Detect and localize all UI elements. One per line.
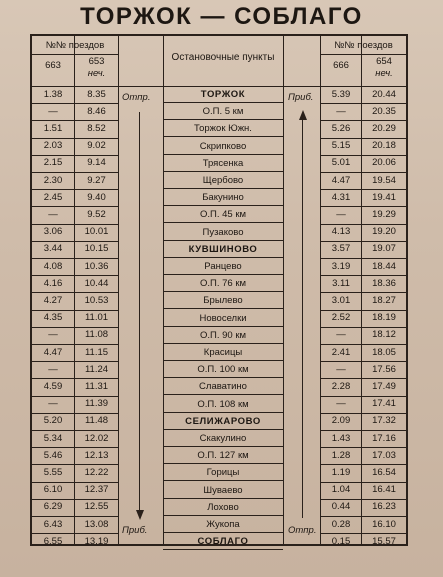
time-train-653: 11.15: [84, 346, 109, 358]
time-train-654: 17.41: [372, 398, 396, 410]
station-name: Скакулино: [163, 430, 283, 447]
time-train-663: 6.10: [43, 484, 63, 496]
time-train-663: 5.34: [43, 432, 63, 444]
time-train-654: 20.35: [372, 105, 396, 117]
time-train-666: 0.15: [331, 535, 351, 547]
time-train-666: 3.11: [332, 277, 350, 289]
time-train-663: 2.15: [43, 157, 63, 169]
time-train-654: 20.44: [372, 88, 396, 100]
station-name: Брылево: [163, 292, 283, 309]
station-name: Торжок Южн.: [163, 120, 283, 137]
time-train-653: 10.44: [84, 277, 109, 289]
time-train-663: 5.46: [43, 449, 63, 461]
time-train-666: 0.28: [331, 518, 351, 530]
time-train-653: 11.48: [84, 415, 109, 427]
time-train-654: 18.19: [372, 312, 396, 324]
right-train-654-sub: неч.: [375, 68, 393, 79]
down-arrow-icon: [136, 510, 144, 520]
time-train-666: —: [336, 363, 346, 375]
time-train-666: 5.26: [331, 122, 351, 134]
station-name: Пузаково: [163, 224, 283, 241]
left-trains-header: №№ поездов: [45, 40, 105, 51]
time-train-666: 1.28: [331, 449, 351, 461]
time-train-653: 8.52: [87, 122, 106, 134]
station-name: О.П. 45 км: [163, 206, 283, 223]
time-train-654: 17.56: [372, 363, 396, 375]
time-train-654: 18.12: [372, 329, 396, 341]
station-name: О.П. 76 км: [163, 275, 283, 292]
arrive-label-left: Приб.: [122, 525, 148, 536]
time-train-654: 18.27: [372, 294, 396, 306]
station-name: Жукопа: [163, 516, 283, 533]
time-train-653: 12.55: [84, 501, 109, 513]
time-train-653: 10.15: [84, 243, 109, 255]
time-train-666: 2.09: [331, 415, 351, 427]
time-train-666: 5.01: [331, 157, 351, 169]
time-train-666: 3.01: [331, 294, 351, 306]
header-rule: [32, 54, 118, 55]
time-train-663: 5.55: [43, 466, 63, 478]
time-train-666: —: [336, 398, 346, 410]
time-train-663: —: [48, 398, 58, 410]
station-name: Ранцево: [163, 258, 283, 275]
time-train-663: 2.03: [43, 140, 63, 152]
time-train-653: 10.36: [84, 260, 109, 272]
time-train-654: 20.06: [372, 157, 396, 169]
time-train-666: 0.44: [331, 501, 351, 513]
time-train-654: 17.16: [372, 432, 396, 444]
time-train-663: 4.47: [43, 346, 63, 358]
down-arrow-shaft: [139, 112, 140, 512]
time-train-663: 2.45: [43, 191, 63, 203]
time-train-654: 20.18: [372, 140, 396, 152]
time-train-666: 4.47: [331, 174, 351, 186]
right-train-666-header: 666: [333, 60, 349, 71]
time-train-666: 2.28: [331, 380, 351, 392]
time-train-653: 11.31: [84, 380, 109, 392]
time-train-653: 12.22: [84, 466, 109, 478]
time-train-666: —: [336, 208, 346, 220]
station-name: ТОРЖОК: [163, 86, 283, 103]
station-name: Бакунино: [163, 189, 283, 206]
station-name: КУВШИНОВО: [163, 241, 283, 258]
time-train-653: 12.37: [84, 484, 109, 496]
time-train-654: 18.05: [372, 346, 396, 358]
station-name: Трясенка: [163, 155, 283, 172]
stations-header: Остановочные пункты: [171, 52, 275, 63]
station-name: О.П. 90 км: [163, 327, 283, 344]
time-train-663: 6.29: [43, 501, 63, 513]
time-train-654: 17.03: [372, 449, 396, 461]
station-name: Красицы: [163, 344, 283, 361]
time-train-654: 19.20: [372, 226, 396, 238]
time-train-666: 4.31: [331, 191, 351, 203]
up-arrow-icon: [299, 110, 307, 120]
time-train-654: 19.29: [372, 208, 396, 220]
time-train-654: 19.07: [372, 243, 396, 255]
time-train-653: 10.01: [84, 226, 109, 238]
time-train-663: —: [48, 105, 58, 117]
time-train-653: 9.27: [87, 174, 106, 186]
time-train-653: 8.35: [87, 88, 106, 100]
station-name: СОБЛАГО: [163, 533, 283, 550]
time-train-663: 5.20: [43, 415, 63, 427]
arrive-label-right: Приб.: [288, 92, 314, 103]
station-name: Скрипково: [163, 138, 283, 155]
time-train-663: 1.51: [43, 122, 63, 134]
time-train-654: 18.44: [372, 260, 396, 272]
station-name: Щербово: [163, 172, 283, 189]
time-train-653: 11.08: [84, 329, 109, 341]
header-rule: [321, 54, 406, 55]
station-name: О.П. 127 км: [163, 447, 283, 464]
time-train-663: 1.38: [43, 88, 63, 100]
time-train-663: 6.55: [43, 535, 63, 547]
station-name: О.П. 5 км: [163, 103, 283, 120]
time-train-663: 4.08: [43, 260, 63, 272]
up-arrow-shaft: [302, 118, 303, 518]
time-train-663: —: [48, 363, 58, 375]
time-train-653: 12.13: [84, 449, 109, 461]
left-train-653-header: 653: [88, 56, 105, 67]
time-train-654: 15.57: [372, 535, 396, 547]
time-train-653: 9.02: [87, 140, 106, 152]
time-train-654: 20.29: [372, 122, 396, 134]
station-name: Шуваево: [163, 482, 283, 499]
right-train-654-header: 654: [376, 56, 392, 67]
time-train-653: 9.52: [87, 208, 106, 220]
station-name: СЕЛИЖАРОВО: [163, 413, 283, 430]
station-name: О.П. 100 км: [163, 361, 283, 378]
time-train-654: 17.32: [372, 415, 396, 427]
time-train-653: 9.14: [87, 157, 106, 169]
time-train-663: 2.30: [43, 174, 63, 186]
time-train-663: 3.06: [43, 226, 63, 238]
time-train-653: 13.08: [84, 518, 109, 530]
time-train-654: 16.41: [372, 484, 396, 496]
time-train-666: 1.04: [331, 484, 351, 496]
station-name: Лохово: [163, 499, 283, 516]
time-train-653: 11.24: [84, 363, 109, 375]
time-train-653: 11.39: [84, 398, 109, 410]
time-train-654: 19.54: [372, 174, 396, 186]
time-train-666: 5.15: [331, 140, 351, 152]
time-train-666: 2.52: [331, 312, 351, 324]
time-train-663: —: [48, 208, 58, 220]
time-train-663: 4.16: [43, 277, 63, 289]
time-train-663: 4.35: [43, 312, 63, 324]
time-train-666: 1.19: [331, 466, 351, 478]
time-train-653: 11.01: [84, 312, 109, 324]
station-name: О.П. 108 км: [163, 396, 283, 413]
time-train-654: 16.10: [372, 518, 396, 530]
time-train-666: 4.13: [331, 226, 351, 238]
depart-label-right: Отпр.: [288, 525, 317, 536]
time-train-663: 4.27: [43, 294, 63, 306]
station-name: Горицы: [163, 464, 283, 481]
time-train-654: 16.23: [372, 501, 396, 513]
depart-label-left: Отпр.: [122, 92, 151, 103]
time-train-663: 3.44: [43, 243, 63, 255]
time-train-654: 19.41: [372, 191, 396, 203]
time-train-654: 16.54: [372, 466, 396, 478]
time-train-653: 8.46: [87, 105, 106, 117]
time-train-666: 1.43: [331, 432, 351, 444]
time-train-653: 10.53: [84, 294, 109, 306]
time-train-663: 6.43: [43, 518, 63, 530]
time-train-666: 3.57: [331, 243, 351, 255]
time-train-666: 5.39: [331, 88, 351, 100]
time-train-663: —: [48, 329, 58, 341]
time-train-666: —: [336, 105, 346, 117]
page-title: ТОРЖОК — СОБЛАГО: [80, 3, 363, 30]
time-train-663: 4.59: [43, 380, 63, 392]
station-name: Новоселки: [163, 310, 283, 327]
column-rule: [118, 34, 119, 546]
left-train-653-sub: неч.: [87, 68, 106, 79]
column-rule: [283, 34, 284, 546]
time-train-653: 12.02: [84, 432, 109, 444]
time-train-666: 3.19: [331, 260, 351, 272]
station-name: Славатино: [163, 378, 283, 395]
left-train-663-header: 663: [45, 60, 61, 71]
right-trains-header: №№ поездов: [334, 40, 393, 51]
time-train-654: 18.36: [372, 277, 396, 289]
time-train-666: 2.41: [331, 346, 351, 358]
time-train-653: 9.40: [87, 191, 106, 203]
time-train-666: —: [336, 329, 346, 341]
time-train-653: 13.19: [84, 535, 109, 547]
time-train-654: 17.49: [372, 380, 396, 392]
